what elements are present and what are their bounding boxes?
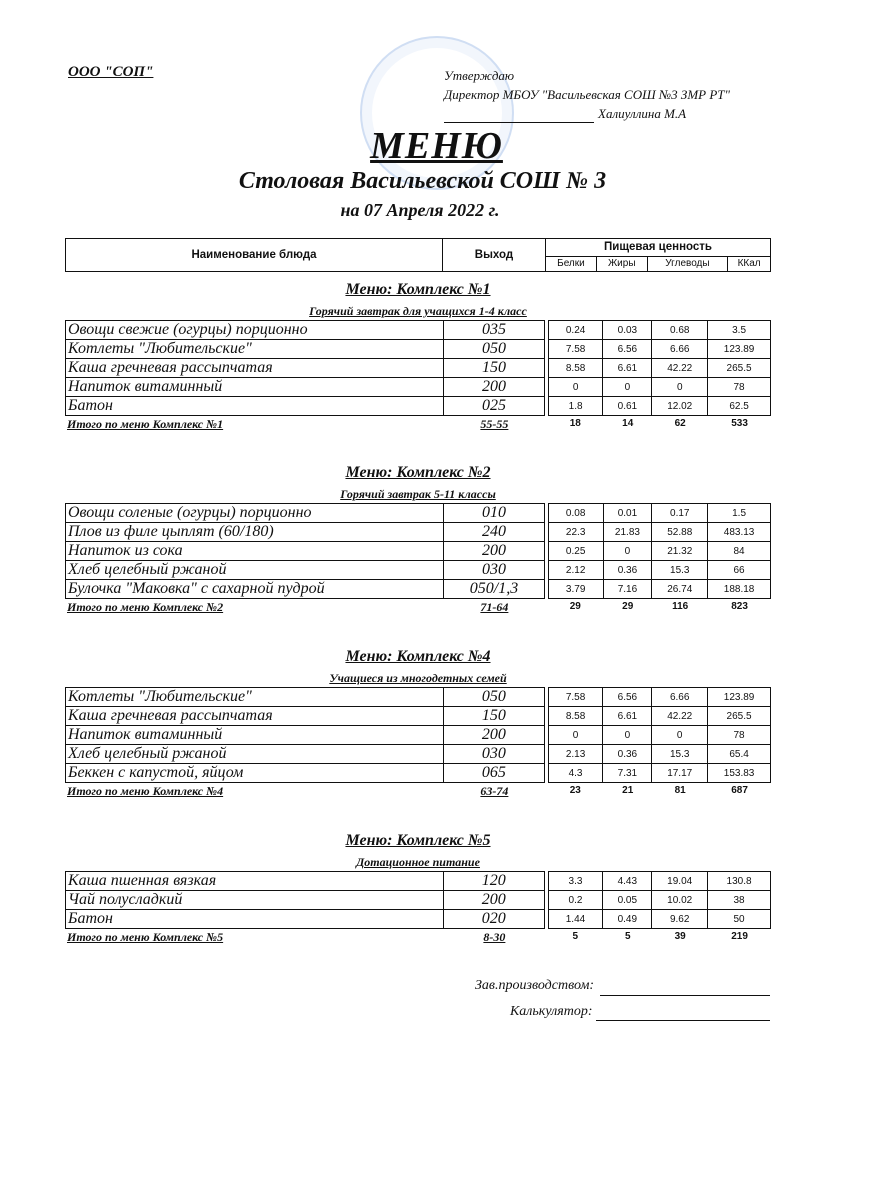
- total-fats: 14: [622, 418, 634, 429]
- page-subtitle: Столовая Васильевской СОШ № 3: [238, 168, 607, 194]
- total-kcal: 533: [731, 418, 748, 429]
- company-name: ООО "СОП": [68, 64, 154, 80]
- table-row: [66, 891, 771, 910]
- header-kcal: ККал: [728, 256, 771, 271]
- table-row: [66, 688, 771, 707]
- dish-table: [65, 687, 771, 783]
- total-fats: 29: [622, 601, 634, 612]
- dish-carbs: 15.3: [652, 745, 708, 764]
- dish-carbs: 0.68: [652, 321, 708, 340]
- dish-name: Каша гречневая рассыпчатая: [66, 707, 444, 726]
- dish-name: Плов из филе цыплят (60/180): [66, 523, 444, 542]
- dish-fats: 21.83: [603, 523, 652, 542]
- dish-carbs: 6.66: [652, 340, 708, 359]
- table-row: [66, 707, 771, 726]
- total-proteins: 18: [569, 418, 581, 429]
- dish-proteins: 0.24: [548, 321, 603, 340]
- total-label: Итого по меню Комплекс №4: [67, 784, 224, 798]
- director-signature-line: [444, 109, 594, 123]
- dish-proteins: 7.58: [548, 688, 603, 707]
- dish-name: Хлеб целебный ржаной: [66, 745, 444, 764]
- dish-carbs: 0: [652, 726, 708, 745]
- section-title: Меню: Комплекс №1: [345, 281, 491, 298]
- dish-kcal: 50: [708, 910, 771, 929]
- dish-proteins: 4.3: [548, 764, 603, 783]
- table-row: [66, 378, 771, 397]
- dish-output: 200: [443, 891, 544, 910]
- table-row: [66, 523, 771, 542]
- dish-table: [65, 503, 771, 599]
- dish-proteins: 2.12: [548, 561, 603, 580]
- dish-carbs: 0.17: [652, 504, 708, 523]
- menu-date: на 07 Апреля 2022 г.: [340, 200, 500, 220]
- approval-line-3: [444, 104, 730, 123]
- table-row: [66, 359, 771, 378]
- dish-output: 200: [444, 378, 545, 397]
- dish-output: 050/1,3: [444, 580, 545, 599]
- total-output: 71-64: [480, 600, 509, 614]
- dish-output: 150: [444, 359, 545, 378]
- header-output: Выход: [443, 239, 546, 272]
- table-row: [66, 745, 771, 764]
- dish-fats: 7.16: [603, 580, 652, 599]
- dish-proteins: 1.8: [548, 397, 603, 416]
- table-row: [66, 504, 771, 523]
- dish-kcal: 38: [708, 891, 771, 910]
- dish-proteins: 7.58: [548, 340, 603, 359]
- dish-name: Батон: [66, 397, 444, 416]
- dish-output: 050: [444, 340, 545, 359]
- dish-proteins: 0.25: [548, 542, 603, 561]
- section-total-row: [65, 599, 771, 615]
- table-row: [66, 580, 771, 599]
- total-kcal: 823: [731, 601, 748, 612]
- dish-fats: 6.61: [603, 707, 652, 726]
- header-dish-name: Наименование блюда: [66, 239, 443, 272]
- dish-output: 150: [444, 707, 545, 726]
- dish-kcal: 188.18: [708, 580, 771, 599]
- dish-output: 035: [444, 321, 545, 340]
- dish-fats: 0: [603, 542, 652, 561]
- dish-kcal: 153.83: [708, 764, 771, 783]
- total-output: 55-55: [480, 417, 509, 431]
- menu-section: [65, 278, 771, 432]
- dish-output: 240: [444, 523, 545, 542]
- dish-carbs: 6.66: [652, 688, 708, 707]
- section-title: Меню: Комплекс №5: [345, 832, 491, 849]
- dish-kcal: 265.5: [708, 707, 771, 726]
- dish-kcal: 130.8: [708, 872, 771, 891]
- dish-carbs: 26.74: [652, 580, 708, 599]
- dish-fats: 4.43: [603, 872, 652, 891]
- section-total-row: [65, 416, 771, 432]
- dish-fats: 0.36: [603, 561, 652, 580]
- total-fats: 5: [624, 931, 631, 942]
- dish-name: Беккен с капустой, яйцом: [66, 764, 444, 783]
- table-row: [66, 764, 771, 783]
- dish-fats: 0.01: [603, 504, 652, 523]
- total-output: 63-74: [480, 784, 509, 798]
- table-header: [65, 238, 771, 272]
- header-proteins: Белки: [546, 256, 597, 271]
- dish-fats: 0.49: [603, 910, 652, 929]
- dish-name: Чай полусладкий: [66, 891, 444, 910]
- dish-kcal: 483.13: [708, 523, 771, 542]
- calculator-signature-line: [596, 1020, 770, 1021]
- dish-fats: 7.31: [603, 764, 652, 783]
- total-kcal: 219: [731, 931, 748, 942]
- dish-carbs: 52.88: [652, 523, 708, 542]
- table-row: [66, 910, 771, 929]
- dish-proteins: 0: [548, 378, 603, 397]
- dish-proteins: 0: [548, 726, 603, 745]
- dish-proteins: 1.44: [548, 910, 603, 929]
- total-carbs: 81: [674, 785, 686, 796]
- dish-carbs: 21.32: [652, 542, 708, 561]
- dish-fats: 0.36: [603, 745, 652, 764]
- total-proteins: 23: [569, 785, 581, 796]
- menu-section: [65, 461, 771, 615]
- dish-kcal: 3.5: [708, 321, 771, 340]
- total-label: Итого по меню Комплекс №5: [67, 930, 224, 944]
- dish-output: 030: [444, 745, 545, 764]
- page-title: МЕНЮ: [370, 125, 503, 167]
- dish-fats: 0.05: [603, 891, 652, 910]
- total-fats: 21: [622, 785, 634, 796]
- total-kcal: 687: [731, 785, 748, 796]
- table-row: [66, 397, 771, 416]
- dish-table: [65, 871, 771, 929]
- production-head-signature-line: [600, 995, 770, 996]
- dish-kcal: 123.89: [708, 340, 771, 359]
- dish-output: 030: [444, 561, 545, 580]
- table-row: [66, 542, 771, 561]
- dish-proteins: 3.79: [548, 580, 603, 599]
- section-subtitle: Дотационное питание: [356, 855, 480, 869]
- dish-carbs: 0: [652, 378, 708, 397]
- dish-carbs: 10.02: [652, 891, 708, 910]
- dish-table: [65, 320, 771, 416]
- dish-name: Булочка "Маковка" с сахарной пудрой: [66, 580, 444, 599]
- table-row: [66, 872, 771, 891]
- dish-proteins: 0.08: [548, 504, 603, 523]
- dish-proteins: 2.13: [548, 745, 603, 764]
- dish-carbs: 12.02: [652, 397, 708, 416]
- section-subtitle: Горячий завтрак для учащихся 1-4 класс: [309, 304, 527, 318]
- section-subtitle: Горячий завтрак 5-11 классы: [340, 487, 496, 501]
- approval-block: [444, 66, 730, 123]
- total-proteins: 5: [572, 931, 579, 942]
- menu-section: [65, 829, 771, 945]
- dish-kcal: 78: [708, 378, 771, 397]
- dish-name: Хлеб целебный ржаной: [66, 561, 444, 580]
- dish-kcal: 66: [708, 561, 771, 580]
- header-fats: Жиры: [596, 256, 647, 271]
- table-row: [66, 726, 771, 745]
- dish-carbs: 42.22: [652, 707, 708, 726]
- dish-kcal: 62.5: [708, 397, 771, 416]
- dish-output: 200: [444, 726, 545, 745]
- dish-fats: 6.61: [603, 359, 652, 378]
- section-subtitle: Учащиеся из многодетных семей: [329, 671, 507, 685]
- dish-output: 010: [444, 504, 545, 523]
- dish-proteins: 8.58: [548, 359, 603, 378]
- dish-name: Каша гречневая рассыпчатая: [66, 359, 444, 378]
- approval-line-1: Утверждаю: [444, 68, 515, 83]
- total-carbs: 116: [672, 601, 689, 612]
- header-nutrition: Пищевая ценность: [546, 239, 771, 257]
- dish-output: 065: [444, 764, 545, 783]
- section-title: Меню: Комплекс №2: [345, 464, 491, 481]
- dish-proteins: 8.58: [548, 707, 603, 726]
- total-carbs: 39: [674, 931, 686, 942]
- dish-kcal: 84: [708, 542, 771, 561]
- dish-kcal: 123.89: [708, 688, 771, 707]
- dish-fats: 0: [603, 378, 652, 397]
- calculator-label: Калькулятор:: [510, 1004, 593, 1019]
- dish-kcal: 265.5: [708, 359, 771, 378]
- dish-carbs: 9.62: [652, 910, 708, 929]
- dish-output: 200: [444, 542, 545, 561]
- section-total-row: [65, 929, 771, 945]
- dish-output: 020: [443, 910, 544, 929]
- dish-kcal: 78: [708, 726, 771, 745]
- total-label: Итого по меню Комплекс №2: [67, 600, 224, 614]
- dish-carbs: 19.04: [652, 872, 708, 891]
- dish-carbs: 17.17: [652, 764, 708, 783]
- dish-output: 025: [444, 397, 545, 416]
- approval-line-2: Директор МБОУ "Васильевская СОШ №3 ЗМР РТ": [444, 87, 730, 102]
- header-carbs: Углеводы: [647, 256, 728, 271]
- table-row: [66, 561, 771, 580]
- dish-fats: 0: [603, 726, 652, 745]
- dish-name: Напиток витаминный: [66, 726, 444, 745]
- dish-carbs: 42.22: [652, 359, 708, 378]
- director-name: Халиуллина М.А: [598, 106, 687, 121]
- dish-fats: 6.56: [603, 688, 652, 707]
- dish-carbs: 15.3: [652, 561, 708, 580]
- dish-fats: 0.03: [603, 321, 652, 340]
- dish-kcal: 65.4: [708, 745, 771, 764]
- dish-fats: 0.61: [603, 397, 652, 416]
- dish-proteins: 0.2: [548, 891, 603, 910]
- dish-name: Котлеты "Любительские": [66, 340, 444, 359]
- section-title: Меню: Комплекс №4: [345, 648, 491, 665]
- dish-name: Овощи свежие (огурцы) порционно: [66, 321, 444, 340]
- dish-output: 050: [444, 688, 545, 707]
- table-row: [66, 321, 771, 340]
- dish-name: Напиток из сока: [66, 542, 444, 561]
- dish-name: Напиток витаминный: [66, 378, 444, 397]
- dish-name: Батон: [66, 910, 444, 929]
- total-carbs: 62: [674, 418, 686, 429]
- dish-fats: 6.56: [603, 340, 652, 359]
- dish-proteins: 22.3: [548, 523, 603, 542]
- menu-section: [65, 645, 771, 799]
- dish-name: Котлеты "Любительские": [66, 688, 444, 707]
- total-proteins: 29: [569, 601, 581, 612]
- dish-output: 120: [443, 872, 544, 891]
- dish-proteins: 3.3: [548, 872, 603, 891]
- dish-kcal: 1.5: [708, 504, 771, 523]
- total-output: 8-30: [483, 930, 506, 944]
- table-row: [66, 340, 771, 359]
- dish-name: Каша пшенная вязкая: [66, 872, 444, 891]
- production-head-label: Зав.производством:: [475, 978, 595, 993]
- section-total-row: [65, 783, 771, 799]
- total-label: Итого по меню Комплекс №1: [67, 417, 224, 431]
- dish-name: Овощи соленые (огурцы) порционно: [66, 504, 444, 523]
